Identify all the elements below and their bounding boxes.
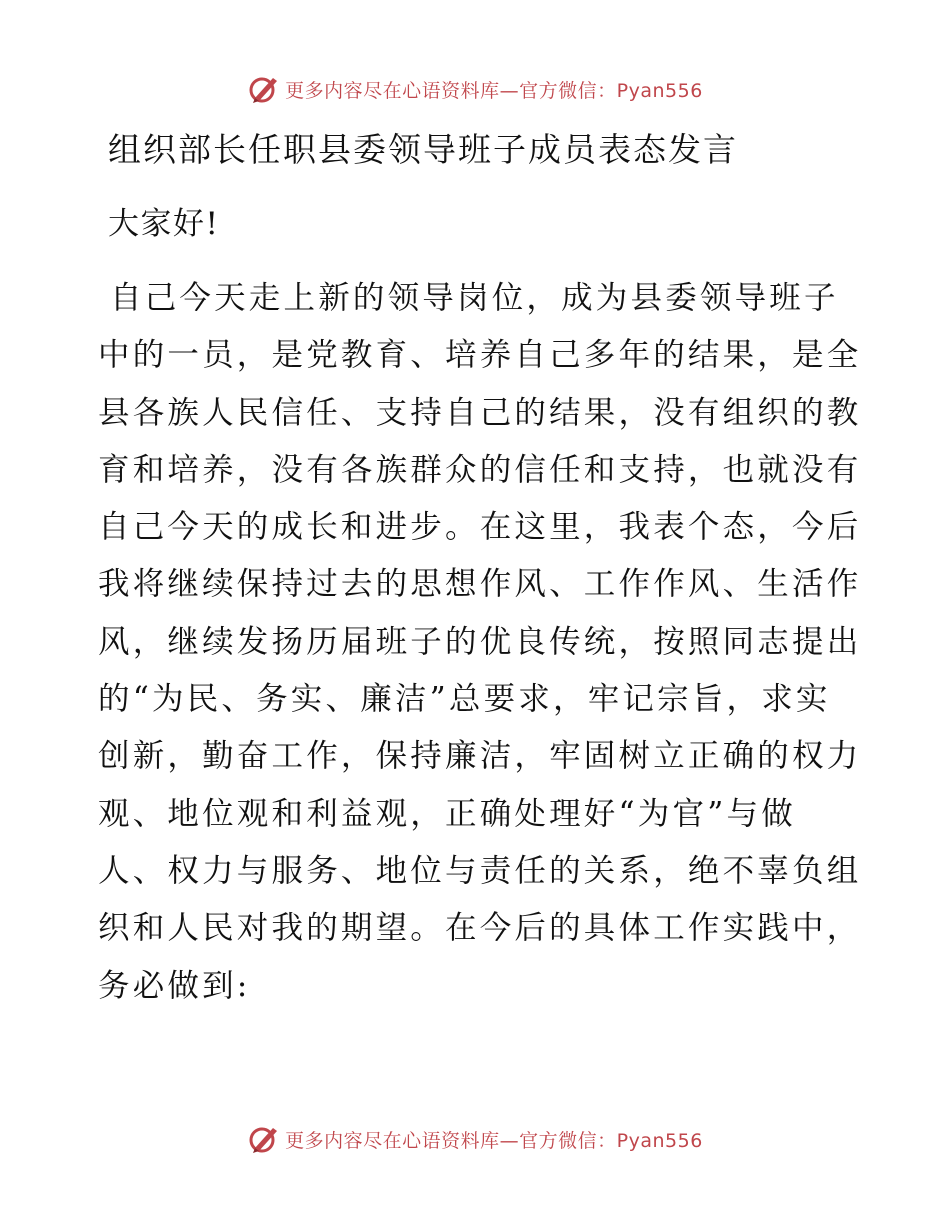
body-line: 县各族人民信任、支持自己的结果，没有组织的教 [98, 394, 862, 431]
body-line: 自己今天的成长和进步。在这里，我表个态，今后 [98, 509, 862, 546]
body-line: 风，继续发扬历届班子的优良传统，按照同志提出 [98, 623, 862, 660]
document-title: 组织部长任职县委领导班子成员表态发言 [108, 130, 738, 169]
body-line: 育和培养，没有各族群众的信任和支持，也就没有 [98, 451, 862, 488]
watermark-text: 更多内容尽在心语资料库—官方微信：Pyan556 [285, 79, 703, 102]
body-line: 中的一员，是党教育、培养自己多年的结果，是全 [98, 337, 862, 374]
footer-watermark [0, 1122, 950, 1156]
body-line: 我将继续保持过去的思想作风、工作作风、生活作 [98, 566, 862, 603]
greeting: 大家好! [108, 206, 220, 242]
body-line: 务必做到: [98, 967, 251, 1004]
watermark-text: 更多内容尽在心语资料库—官方微信：Pyan556 [285, 1129, 703, 1152]
body-line: 人、权力与服务、地位与责任的关系，绝不辜负组 [98, 852, 862, 889]
header-watermark [0, 72, 950, 106]
body-line: 的“为民、务实、廉洁”总要求，牢记宗旨，求实 [98, 681, 831, 718]
body-line: 观、地位观和利益观，正确处理好“为官”与做 [98, 795, 796, 832]
body-paragraph [98, 270, 862, 1015]
pen-logo-icon [247, 72, 281, 106]
body-line: 自己今天走上新的领导岗位，成为县委领导班子 [110, 280, 839, 316]
pen-logo-icon [247, 1122, 281, 1156]
body-line: 创新，勤奋工作，保持廉洁，牢固树立正确的权力 [98, 738, 862, 775]
body-line: 织和人民对我的期望。在今后的具体工作实践中， [98, 910, 862, 947]
